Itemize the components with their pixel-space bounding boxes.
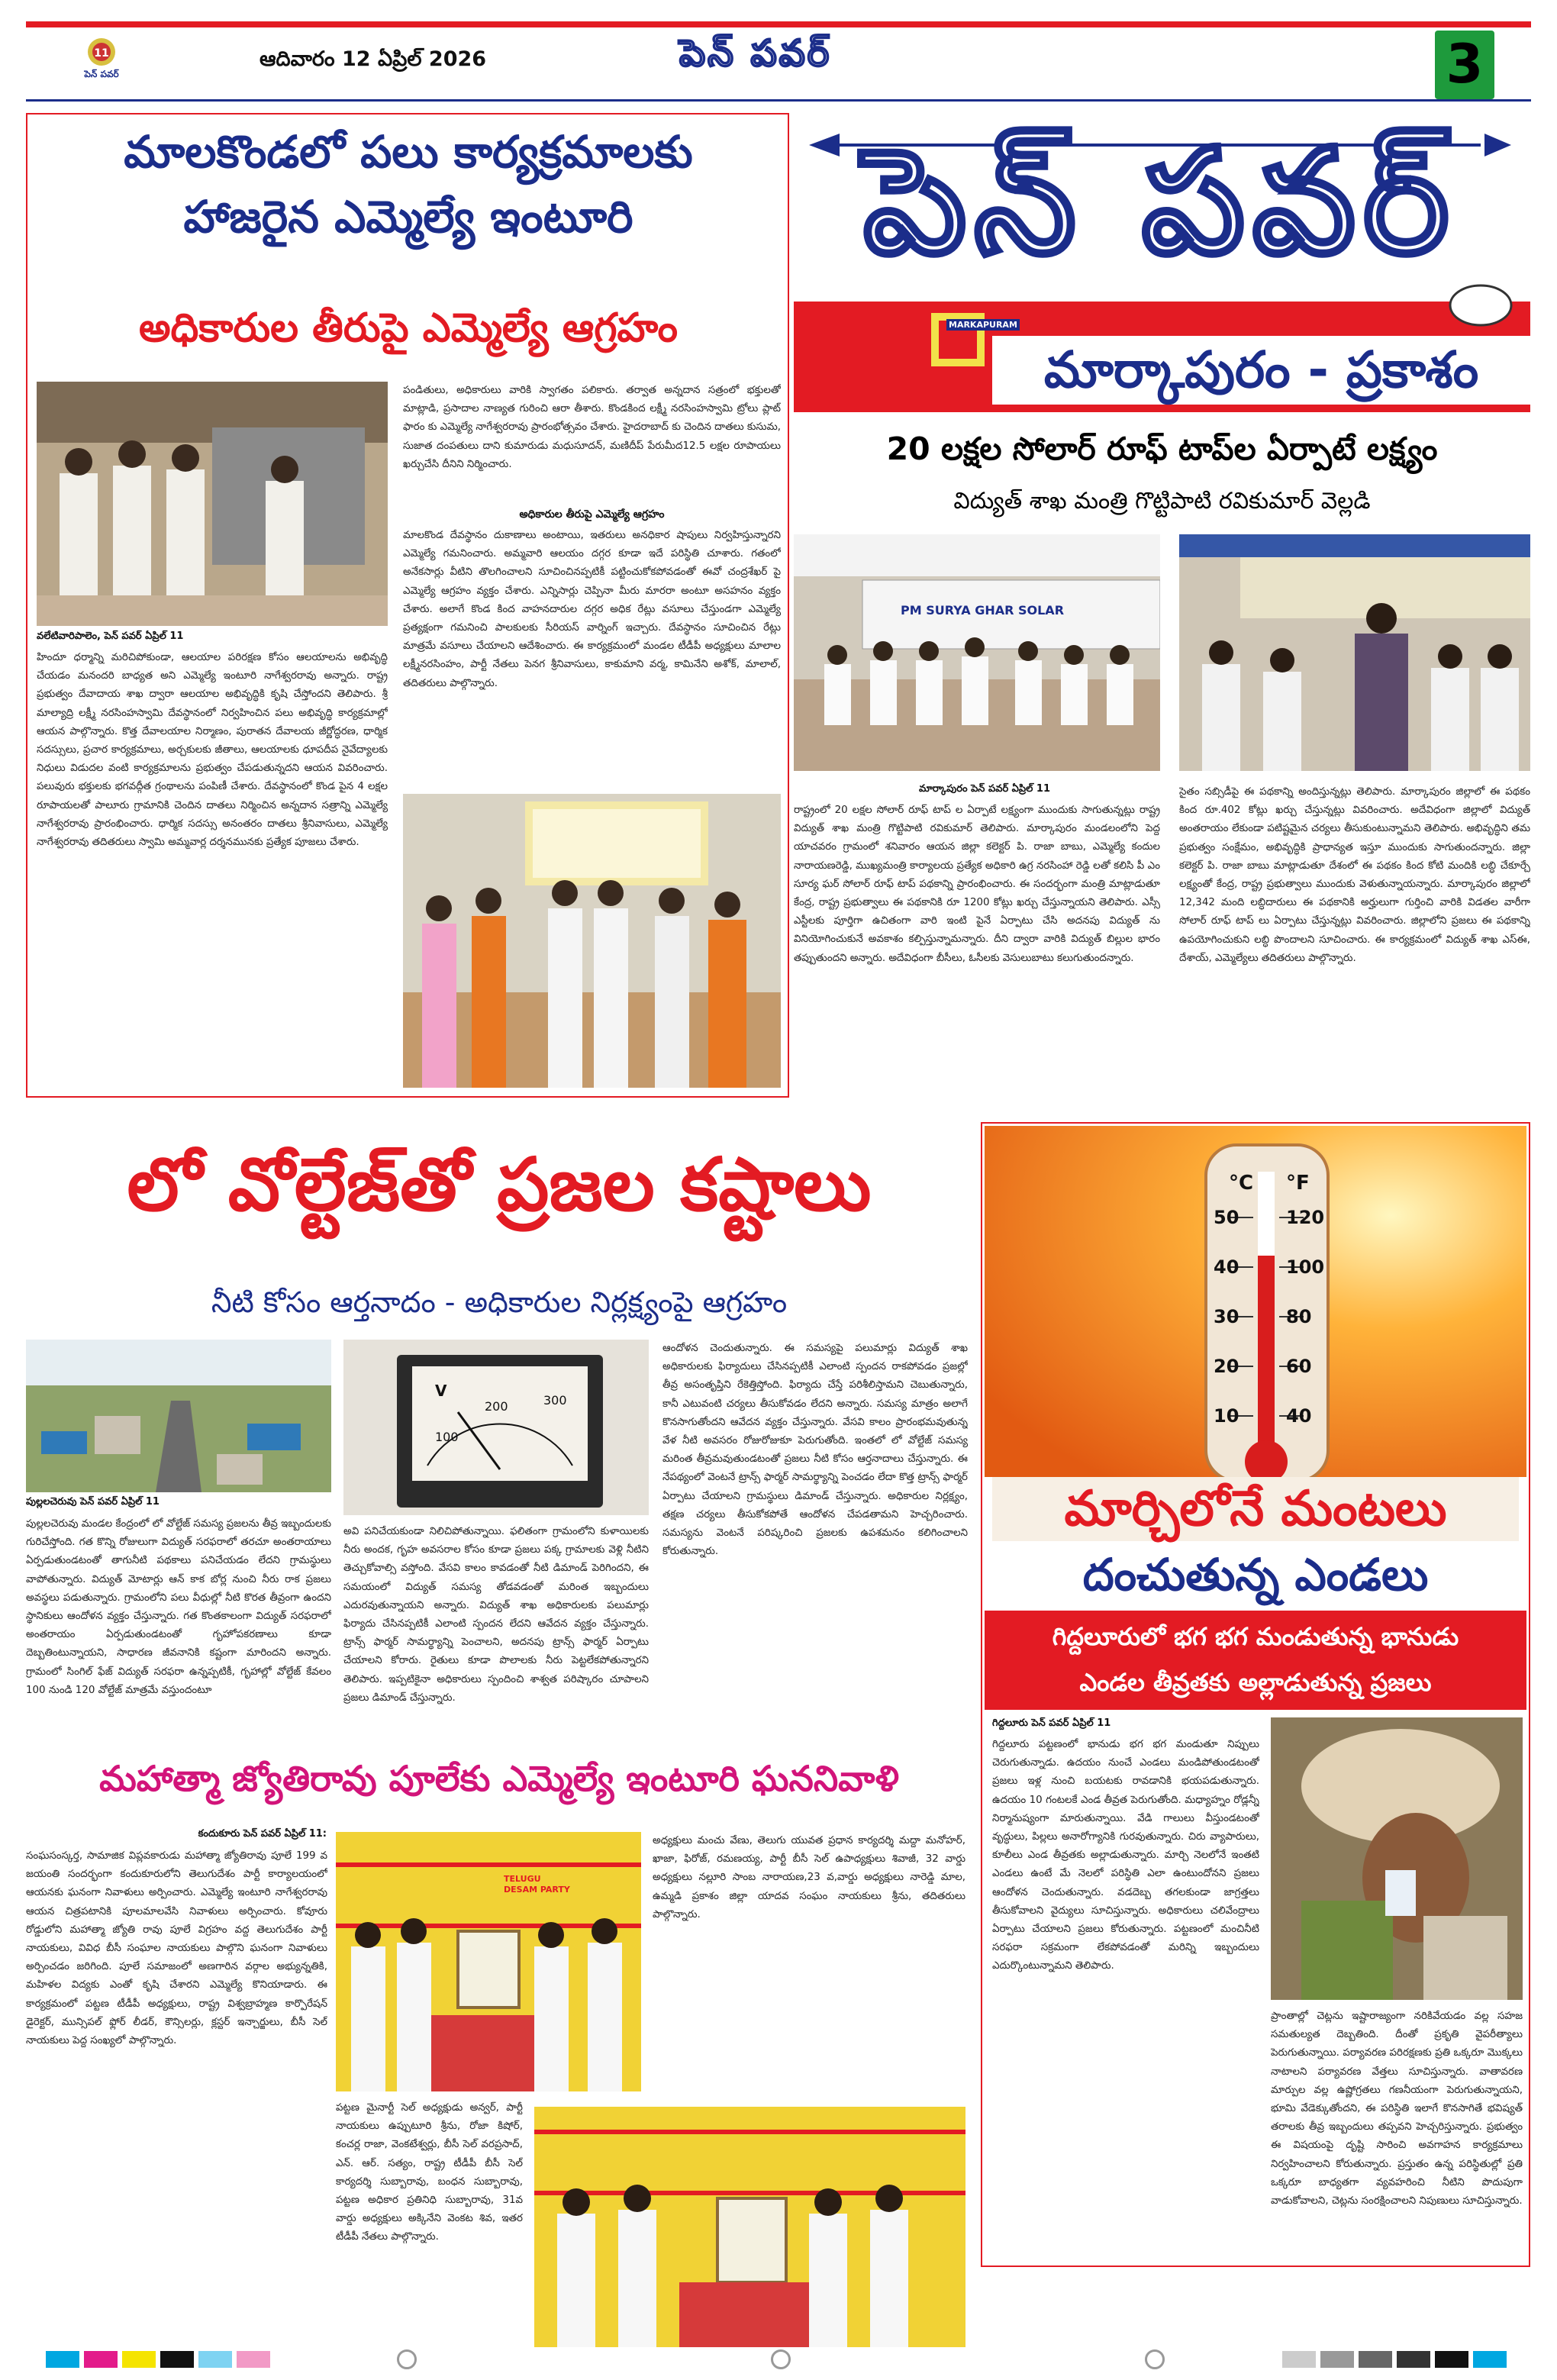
story5-photo-1	[336, 1832, 641, 2091]
story4-thermometer-image	[985, 1126, 1526, 1485]
story3-column-a-text: పుల్లలచెరువు మండల కేంద్రంలో లో వోల్టేజ్ సమస్య ప్రజలను తీవ్ర ఇబ్బందులకు గురిచేస్తోంది. గత కొన్ని రోజులుగా విద్యుత్ సరఫరాలో తరచూ అంతరాయాలు ఏర్పడుతుండటంతో తాగునీటి పథకాలు పనిచేయడం లేదని గ్రామస్థులు వాపోతున్నారు. విద్యుత్ మోటార్లు ఆన్ కాక బోర్ల నుంచి నీరు రాక ప్రజలు అవస్థలు పడుతున్నారు. గ్రామంలోని పలు వీధుల్లో నీటి కొరత తీవ్రంగా ఉందని స్థానికులు ఆందోళన వ్యక్తం చేస్తున్నారు. గత కొంతకాలంగా విద్యుత్ సరఫరాలో అంతరాయం ఏర్పడుతుండటంతో గృహోపకరణాలు కూడా దెబ్బతింటున్నాయని, సాధారణ జీవనానికి కష్టంగా మారిందని అన్నారు. గ్రామంలో సింగిల్ ఫేజ్ విద్యుత్ సరఫరా ఉన్నప్పటికీ, గృహాల్లో వోల్టేజ్ కేవలం 100 నుండి 120 వోల్టేజ్ మాత్రమే వస్తుందంటూ	[26, 1518, 331, 1696]
color-bar	[1320, 2351, 1354, 2368]
logo-text: పెన్ పవర్	[84, 69, 119, 79]
story1-column-b-text: పండితులు, అధికారులు వారికి స్వాగతం పలికారు. తర్వాత అన్నదాన సత్రంలో భక్తులతో మాట్లాడి, ప్రసాదాల నాణ్యత గురించి ఆరా తీశారు. కొండకింద లక్ష్మీ నరసింహస్వామి ట్రోలు ప్లాట్ ఫారం కు ఎమ్మెల్యే నాగేశ్వరరావు ప్రారంభోత్సవం చేశారు. హైదరాబాద్ కు చెందిన దాతలు కుసుమ, సుజాత దంపతులు దాని కుమారుడు మధుసూదన్, మణిదీప్ పేరుమీద12.5 లక్షల రూపాయలు ఖర్చుచేసి దీనిని నిర్మించారు.	[403, 385, 781, 470]
story3-photo-meter	[343, 1340, 649, 1515]
story5-column-a	[26, 1847, 327, 2347]
story1-column-b	[403, 382, 781, 505]
color-bar	[1282, 2351, 1316, 2368]
story4-column-b	[1271, 2008, 1523, 2263]
scale-left-1: 40	[1214, 1256, 1239, 1278]
story4-column-a-text: గిద్దలూరు పట్టణంలో భానుడు భగ భగ మండుతూ నిప్పులు చెరుగుతున్నాడు. ఉదయం నుంచే ఎండలు మండిపోతుండటంతో ప్రజలు ఇళ్ల నుంచి బయటకు రావడానికి భయపడుతున్నారు. ఉదయం 10 గంటలకే ఎండ తీవ్రత పెరుగుతోంది. మధ్యాహ్నం రోడ్లన్నీ నిర్మానుష్యంగా మారుతున్నాయి. వేడి గాలులు వీస్తుండటంతో వృద్ధులు, పిల్లలు అనారోగ్యానికి గురవుతున్నారు. చిరు వ్యాపారులు, కూలీలు ఎండ తీవ్రతకు అల్లాడుతున్నారు. మార్చి నెలలోనే ఇంతటి ఎండలు ఉంటే మే నెలలో పరిస్థితి ఎలా ఉంటుందోనని ప్రజలు ఆందోళన చెందుతున్నారు. వడదెబ్బ తగలకుండా జాగ్రత్తలు తీసుకోవాలని వైద్యులు సూచిస్తున్నారు. అధికారులు చలివేంద్రాలు ఏర్పాటు చేయాలని ప్రజలు కోరుతున్నారు. పట్టణంలో మంచినీటి సరఫరా సక్రమంగా లేకపోవడంతో మరిన్ని ఇబ్బందులు ఎదుర్కొంటున్నామని తెలిపారు.	[992, 1739, 1259, 1972]
scale-right-1: 100	[1286, 1256, 1325, 1278]
svg-text:11: 11	[94, 47, 109, 60]
header-rule	[26, 99, 1531, 102]
registration-mark	[1145, 2349, 1165, 2369]
story5-column-b	[653, 1832, 965, 2095]
story3-photo-1	[26, 1340, 331, 1492]
story3-column-b-text: అవి పనిచేయకుండా నిలిచిపోతున్నాయి. ఫలితంగా గ్రామంలోని కుళాయిలకు నీరు అందక, గృహ అవసరాల కోసం కూడా ప్రజలు పక్క గ్రామాలకు వెళ్లి నీటిని తెచ్చుకోవాల్సి వస్తోంది. వేసవి కాలం కావడంతో నీటి డిమాండ్ పెరిగిందని, ఈ సమయంలో విద్యుత్ సమస్య తోడవడంతో మరింత ఇబ్బందులు ఎదురవుతున్నాయని అన్నారు. విద్యుత్ శాఖ అధికారులకు పలుమార్లు ఫిర్యాదు చేసినప్పటికీ ఎలాంటి స్పందన లేదని ఆవేదన వ్యక్తం చేస్తున్నారు. ట్రాన్స్ ఫార్మర్ సామర్థ్యాన్ని పెంచాలని, అదనపు ట్రాన్స్ ఫార్మర్ ఏర్పాటు చేయాలని కోరారు. రైతులు కూడా పొలాలకు నీరు పెట్టలేకపోతున్నారని తెలిపారు. ఇప్పటికైనా అధికారులు స్పందించి శాశ్వత పరిష్కారం చూపాలని ప్రజలు డిమాండ్ చేస్తున్నారు.	[343, 1526, 649, 1704]
registration-mark	[771, 2349, 791, 2369]
logo	[75, 32, 128, 85]
color-bar	[1397, 2351, 1430, 2368]
color-bar	[1359, 2351, 1392, 2368]
issue-date: ఆదివారం 12 ఏప్రిల్ 2026	[260, 47, 487, 71]
story5-column-c	[336, 2099, 523, 2347]
unit-celsius: °C	[1229, 1172, 1254, 1195]
story3-dateline: పుల్లలచెరువు పెన్ పవర్ ఏప్రిల్ 11	[26, 1496, 160, 1508]
top-rule	[26, 21, 1531, 27]
story3-column-a	[26, 1515, 331, 1721]
color-bar	[122, 2351, 156, 2368]
story4-column-a	[992, 1736, 1259, 2262]
color-bar	[46, 2351, 79, 2368]
story1-column-c	[403, 527, 781, 786]
story2-headline: 20 లక్షల సోలార్ రూఫ్ టాప్‌ల ఏర్పాటే లక్ష్యం	[886, 431, 1438, 467]
page-number-box	[1435, 31, 1494, 99]
color-bar	[1473, 2351, 1507, 2368]
story2-banner-text: PM SURYA GHAR SOLAR	[901, 603, 1065, 618]
story4-subhead-1: గిద్దలూరులో భగ భగ మండుతున్న భానుడు	[1052, 1622, 1459, 1651]
story5-photo-2	[534, 2107, 965, 2347]
color-bar	[198, 2351, 232, 2368]
story2-photo-1	[794, 534, 1160, 771]
story1-photo-2	[403, 794, 781, 1088]
story1-column-a	[37, 649, 388, 1084]
scale-right-0: 120	[1286, 1207, 1325, 1228]
color-bar	[1435, 2351, 1468, 2368]
scale-right-3: 60	[1286, 1356, 1312, 1377]
story1-headline-2: హాజరైన ఎమ్మెల్యే ఇంటూరి	[183, 191, 633, 243]
masthead-edition: మార్కాపురం - ప్రకాశం	[1043, 340, 1479, 399]
story2-column-b	[1179, 783, 1530, 1096]
story2-column-b-text: సైతం సబ్సిడీపై ఈ పథకాన్ని అందిస్తున్నట్లు తెలిపారు. మార్కాపురం జిల్లాలో ఈ పథకం కింద రూ.402 కోట్లు ఖర్చు చేస్తున్నట్లు వివరించారు. అదేవిధంగా జిల్లాలో విద్యుత్ అంతరాయం లేకుండా పటిష్టమైన చర్యలు తీసుకుంటున్నామని తెలిపారు. అభివృద్ధిని తమ ప్రభుత్వం సంక్షేమం, అభివృద్ధికి ప్రాధాన్యత ఇస్తూ ముందుకు సాగుతుందన్నారు. జిల్లా కలెక్టర్ పి. రాజా బాబు మాట్లాడుతూ దేశంలో ఈ పథకం కింద కోటి మందికి లబ్ధి చేకూర్చే లక్ష్యంతో కేంద్ర, రాష్ట్ర ప్రభుత్వాలు ముందుకు వెళుతున్నాయన్నారు. మార్కాపురం జిల్లాలో 12,342 మంది లబ్ధిదారులు ఈ పథకానికి అర్హులుగా గుర్తించి వారికి విడతల వారీగా సోలార్ రూఫ్ టాప్ లు ఏర్పాటు చేస్తున్నట్లు వివరించారు. జిల్లాలోని ప్రజలు ఈ పథకాన్ని ఉపయోగించుకుని లబ్ధి పొందాలని సూచించారు. ఈ కార్యక్రమంలో విద్యుత్ శాఖ ఎస్ఈ, దేశాయ్, ఎమ్మెల్యేలు తదితరులు పాల్గొన్నారు.	[1179, 786, 1530, 964]
story2-column-a-text: రాష్ట్రంలో 20 లక్షల సోలార్ రూఫ్ టాప్ ల ఏర్పాటే లక్ష్యంగా ముందుకు సాగుతున్నట్లు రాష్ట్ర విద్యుత్ శాఖ మంత్రి గొట్టిపాటి రవికుమార్ తెలిపారు. మార్కాపురం మండలంలోని పెద్ద యాచవరం గ్రామంలో శనివారం ఆయన జిల్లా కలెక్టర్ పి. రాజా బాబు, ఎమ్మెల్యే కందుల నారాయణరెడ్డి, ముఖ్యమంత్రి కార్యాలయ ప్రత్యేక అధికారి ఉగ్ర నరసింహా రెడ్డి లతో కలిసి పీ ఎం సూర్య ఘర్ సోలార్ రూఫ్ టాప్ పథకాన్ని ప్రారంభించారు. ఈ సందర్భంగా మంత్రి మాట్లాడుతూ కేంద్ర, రాష్ట్ర ప్రభుత్వాలు ఈ పథకానికి రూ 1200 కోట్లు ఖర్చు చేస్తున్నాయని తెలిపారు. ఎస్సీ ఎస్టీలకు పూర్తిగా ఉచితంగా వారి ఇంటి పైనే ఏర్పాటు చేసి అదనపు విద్యుత్ ను వినియోగించుకునే అవకాశం కల్పిస్తున్నామన్నారు. దీని ద్వారా వారికి విద్యుత్ బిల్లుల భారం తప్పుతుందని అన్నారు. అదేవిధంగా బీసీలు, ఓసీలకు వెసులుబాటు కలుగుతుందన్నారు.	[794, 805, 1160, 964]
story1-photo-1	[37, 382, 388, 626]
story5-headline: మహాత్మా జ్యోతిరావు పూలేకు ఎమ్మెల్యే ఇంటూరి ఘననివాళి	[99, 1758, 899, 1799]
story3-headline: లో వోల్టేజ్‌తో ప్రజల కష్టాలు	[127, 1142, 872, 1227]
story4-dateline: గిద్దలూరు పెన్ పవర్ ఏప్రిల్ 11	[992, 1717, 1111, 1729]
story4-photo	[1271, 1717, 1523, 2000]
story1-inner-subhead: అధికారుల తీరుపై ఎమ్మెల్యే ఆగ్రహం	[519, 508, 665, 521]
story3-subhead: నీటి కోసం ఆర్తనాదం - అధికారుల నిర్లక్ష్యంపై ఆగ్రహం	[211, 1285, 788, 1319]
color-bar	[84, 2351, 118, 2368]
story4-headline-band	[985, 1477, 1526, 1607]
meter-label-300: 300	[543, 1393, 567, 1408]
color-bar	[237, 2351, 270, 2368]
header-paper-name: పెన్ పవర్	[679, 32, 832, 75]
masthead-title: పెన్ పవర్	[863, 118, 1457, 286]
meter-unit: V	[435, 1382, 447, 1400]
story1-subhead: అధికారుల తీరుపై ఎమ్మెల్యే ఆగ్రహం	[138, 305, 679, 351]
story1-column-a-text: హిందూ ధర్మాన్ని మరిచిపోకుండా, ఆలయాల పరిరక్షణ కోసం ఆలయాలను అభివృద్ధి చేయడం మనందరి బాధ్యత అని ఎమ్మెల్యే ఇంటూరి నాగేశ్వరరావు అన్నారు. రాష్ట్ర ప్రభుత్వం దేవాదాయ శాఖ ద్వారా ఆలయాల అభివృద్ధికి కృషి చేస్తోందని తెలిపారు. శ్రీ మాల్యాద్రి లక్ష్మీ నరసింహస్వామి దేవస్థానంలో నిర్వహించిన పలు అభివృద్ధి కార్యక్రమాల్లో ఆయన పాల్గొన్నారు. కొత్త దేవాలయాల నిర్మాణం, పురాతన దేవాలయ జీర్ణోద్ధరణ, ధార్మిక సదస్సులు, ప్రచార కార్యక్రమాలు, అర్చకులకు జీతాలు, ఆలయాలకు ధూపదీప నైవేద్యాలకు నిధులు విడుదల వంటి కార్యక్రమాలను ప్రభుత్వం చేపడుతున్నదని ఆయన వివరించారు. పలువురు భక్తులకు భగవద్గీత గ్రంథాలను పంపిణీ చేశారు. దేవస్థానంలో కొండ పైన 4 లక్షల రూపాయలతో పాలూరు గ్రామానికి చెందిన దాతలు నిర్మించిన అన్నదాన సత్రాన్ని ఎమ్మెల్యే నాగేశ్వరరావు ప్రారంభించారు. ధార్మిక సదస్సు అనంతరం దాతలు శ్రీనివాసులు, ఎమ్మెల్యే నాగేశ్వరరావు తదితరులు స్వామి అమ్మవార్ల దర్శనమునకు ప్రత్యేక పూజలు చేశారు.	[37, 652, 388, 849]
story3-column-b	[343, 1523, 649, 1721]
story5-banner-text: TELUGU DESAM PARTY	[504, 1874, 570, 1895]
story1-column-c-text: మాలకొండ దేవస్థానం దుకాణాలు అంటాయి, ఇతరులు అనధికార షాపులు నిర్వహిస్తున్నారని ఎమ్మెల్యే గమనించారు. అమ్మవారి ఆలయం దగ్గర కూడా ఇదే పరిస్థితి చూశారు. గతంలో అనేకసార్లు వీటిని తొలగించాలని సూచించినప్పటికీ పట్టించుకోకపోవడంతో ఈవో చంద్రశేఖర్ పై ఎమ్మెల్యే ఆగ్రహం వ్యక్తం చేశారు. ఎన్నిసార్లు చెప్పినా మీరు మారరా అంటూ అసహనం వ్యక్తం చేశారు. అలాగే కొండ కింద వాహనదారుల దగ్గర అధిక రేట్లు వసూలు చేస్తుండగా ఎమ్మెల్యే ప్రత్యక్షంగా గమనించి పాలకులకు సీరియస్ వార్నింగ్ ఇచ్చారు. దేవస్థానం సూచించిన రేట్లు మాత్రమే వసూలు చేయాలని ఆదేశించారు. ఈ కార్యక్రమంలో మండల టీడీపీ అధ్యక్షులు మాలాల లక్ష్మీనరసింహం, పార్టీ నేతలు పెనగ శ్రీనివాసులు, కాకుమాని వర్మ, కామినేని అశోక్, మాలాల్, తదితరులు పాల్గొన్నారు.	[403, 530, 781, 689]
scale-left-3: 20	[1214, 1356, 1239, 1377]
scale-left-0: 50	[1214, 1207, 1239, 1228]
story4-headline-2: దంచుతున్న ఎండలు	[1082, 1549, 1429, 1601]
story2-column-a	[794, 801, 1160, 1095]
scale-right-2: 80	[1286, 1306, 1312, 1327]
story1-headline-1: మాలకొండలో పలు కార్యక్రమాలకు	[124, 126, 693, 178]
story2-dateline: మార్కాపురం పెన్ పవర్ ఏప్రిల్ 11	[918, 783, 1051, 795]
story4-subhead-2: ఎండల తీవ్రతకు అల్లాడుతున్న ప్రజలు	[1079, 1668, 1432, 1697]
story5-column-c-text: పట్టణ మైనార్టీ సెల్ అధ్యక్షుడు అన్వర్, పార్టీ నాయకులు ఉప్పుటూరి శ్రీను, రోజా కిషోర్, కంచర్ల రాజా, వెంకటేశ్వర్లు, బీసీ సెల్ వరప్రసాద్, ఎన్. ఆర్. సత్యం, రాష్ట్ర టీడీపీ బీసీ సెల్ కార్యదర్శి సుబ్బారావు, బంధన సుబ్బారావు, పట్టణ అధికార ప్రతినిధి సుబ్బారావు, 31వ వార్డు అధ్యక్షులు అక్కినేని వెంకట శివ, ఇతర టీడీపీ నేతలు పాల్గొన్నారు.	[336, 2102, 523, 2243]
story4-subhead-band	[985, 1611, 1526, 1710]
story2-subhead: విద్యుత్ శాఖ మంత్రి గొట్టిపాటి రవికుమార్ వెల్లడి	[953, 488, 1371, 514]
meter-label-200: 200	[485, 1399, 508, 1414]
story3-column-c	[662, 1340, 968, 1721]
story2-photo-2	[1179, 534, 1530, 771]
color-bar	[160, 2351, 194, 2368]
story5-column-b-text: అధ్యక్షులు మంచు వేణు, తెలుగు యువత ప్రధాన కార్యదర్శి మద్దా మనోహర్, ఖాజా, ఫిరోజ్, రమణయ్య, పార్టీ బీసీ సెల్ ఉపాధ్యక్షులు శివాజీ, 32 వార్డు అధ్యక్షులు నల్లూరి సాంబ నారాయణ,23 వ,వార్డు అధ్యక్షులు నారెడ్డి మాల, ఉమ్మడి ప్రకాశం జిల్లా యాదవ సంఘం నాయకులు శ్రీను, తదితరులు పాల్గొన్నారు.	[653, 1835, 965, 1920]
story3-column-c-text: ఆందోళన చెందుతున్నారు. ఈ సమస్యపై పలుమార్లు విద్యుత్ శాఖ అధికారులకు ఫిర్యాదులు చేసినప్పటికీ ఎలాంటి స్పందన రాకపోవడం ప్రజల్లో తీవ్ర అసంతృప్తిని రేకెత్తిస్తోంది. ఫిర్యాదు చేస్తే పరిశీలిస్తామని చెబుతున్నారు, కానీ ఎటువంటి చర్యలు తీసుకోవడం లేదని అన్నారు. సమస్య మాత్రం అలాగే కొనసాగుతోందని ఆవేదన వ్యక్తం చేస్తున్నారు. వేసవి కాలం ప్రారంభమవుతున్న వేళ నీటి అవసరం రోజురోజుకూ పెరుగుతోంది. ఇంతలో లో వోల్టేజ్ సమస్య మరింత తీవ్రమవుతుండటంతో ప్రజలు నీటి కోసం ఆర్తనాదాలు చేస్తున్నారు. ఈ నేపథ్యంలో వెంటనే ట్రాన్స్ ఫార్మర్ సామర్థ్యాన్ని పెంచడం లేదా కొత్త ట్రాన్స్ ఫార్మర్ ఏర్పాటు చేయాలని గ్రామస్థులు డిమాండ్ చేస్తున్నారు. అధికారుల నిర్లక్ష్యం, తక్షణ చర్యలు తీసుకోకపోతే ఆందోళన చేపడతామని హెచ్చరించారు. సమస్యను వెంటనే పరిష్కరించి ప్రజలకు ఉపశమనం కలిగించాలని కోరుతున్నారు.	[662, 1343, 968, 1558]
masthead-tag: MARKAPURAM	[946, 319, 1020, 331]
page-number: 3	[1446, 33, 1484, 95]
registration-mark	[397, 2349, 417, 2369]
scale-left-2: 30	[1214, 1306, 1239, 1327]
masthead	[794, 114, 1530, 412]
story5-column-a-text: సంఘసంస్కర్త, సామాజిక విప్లవకారుడు మహాత్మా జ్యోతిరావు పూలే 199 వ జయంతి సందర్భంగా కందుకూరులోని తెలుగుదేశం పార్టీ కార్యాలయంలో ఆయనకు ఘనంగా నివాళులు అర్పించారు. ఎమ్మెల్యే ఇంటూరి నాగేశ్వరరావు ఆయన చిత్రపటానికి పూలమాలవేసి నివాళులు అర్పించారు. కోవూరు రోడ్డులోని మహాత్మా జ్యోతి రావు పూలే విగ్రహం వద్ద తెలుగుదేశం పార్టీ నాయకులు, వివిధ బీసీ సంఘాల నాయకులు పాల్గొని ఘనంగా నివాళులు అర్పించడం జరిగింది. పూలే సమాజంలో అణగారిన వర్గాల అభ్యున్నతికి, మహిళల విద్యకు ఎంతో కృషి చేశారని ఎమ్మెల్యే కొనియాడారు. ఈ కార్యక్రమంలో పట్టణ టీడీపీ అధ్యక్షులు, రాష్ట్ర విశ్వబ్రాహ్మణ కార్పొరేషన్ డైరెక్టర్, మున్సిపల్ ఫ్లోర్ లీడర్, కౌన్సిలర్లు, క్లస్టర్ ఇన్చార్జులు, బీసీ సెల్ నాయకులు పెద్ద సంఖ్యలో పాల్గొన్నారు.	[26, 1850, 327, 2047]
scale-right-4: 40	[1286, 1405, 1312, 1427]
story1-dateline: వలేటివారిపాలెం, పెన్ పవర్ ఏప్రిల్ 11	[37, 630, 184, 642]
scale-left-4: 10	[1214, 1405, 1239, 1427]
meter-label-100: 100	[435, 1430, 459, 1444]
unit-fahrenheit: °F	[1286, 1172, 1310, 1195]
story4-headline-1: మార్చిలోనే మంటలు	[992, 1477, 1519, 1541]
story5-dateline: కందుకూరు పెన్ పవర్ ఏప్రిల్ 11:	[198, 1828, 327, 1840]
story4-column-b-text: ప్రాంతాల్లో చెట్లను ఇష్టారాజ్యంగా నరికివేయడం వల్ల సహజ సమతుల్యత దెబ్బతింది. దీంతో ప్రకృతి వైపరీత్యాలు పెరుగుతున్నాయి. పర్యావరణ పరిరక్షణకు ప్రతి ఒక్కరూ మొక్కలు నాటాలని పర్యావరణ వేత్తలు సూచిస్తున్నారు. వాతావరణ మార్పుల వల్ల ఉష్ణోగ్రతలు గణనీయంగా పెరుగుతున్నాయని, భూమి వేడెక్కుతోందని, ఈ పరిస్థితి ఇలాగే కొనసాగితే భవిష్యత్ తరాలకు తీవ్ర ఇబ్బందులు తప్పవని హెచ్చరిస్తున్నారు. ప్రభుత్వం ఈ విషయంపై దృష్టి సారించి అవగాహన కార్యక్రమాలు నిర్వహించాలని కోరుతున్నారు. ప్రస్తుతం ఉన్న పరిస్థితుల్లో ప్రతి ఒక్కరూ బాధ్యతగా వ్యవహరించి నీటిని పొదుపుగా వాడుకోవాలని, చెట్లను సంరక్షించాలని నిపుణులు సూచిస్తున్నారు.	[1271, 2011, 1523, 2207]
